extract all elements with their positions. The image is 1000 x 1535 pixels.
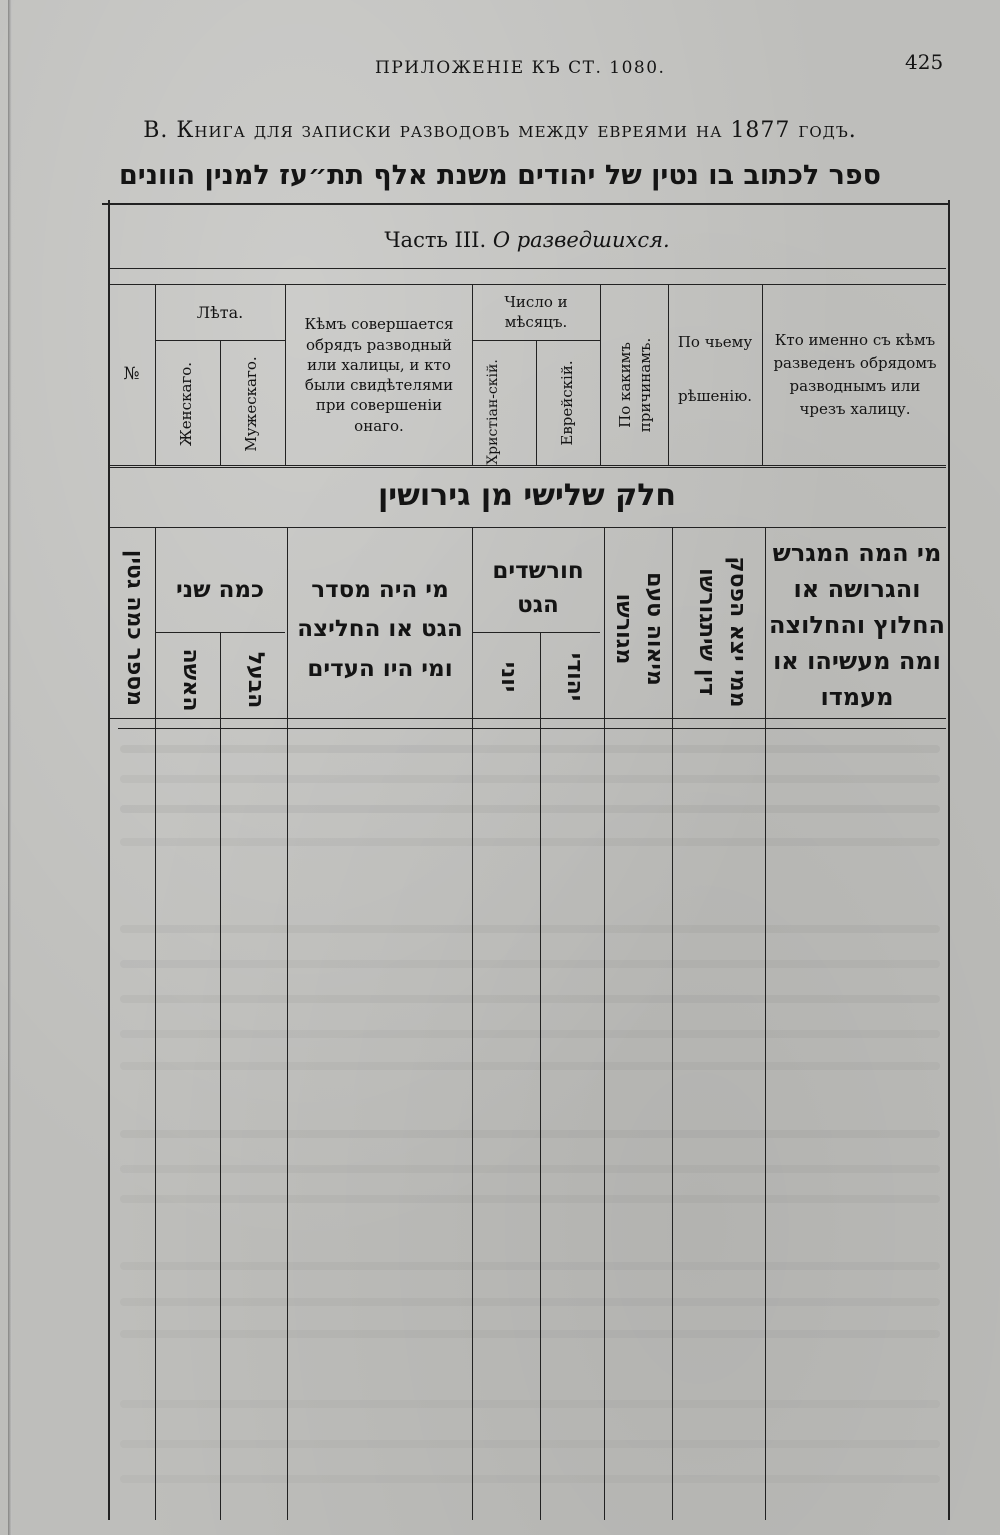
vrule [285, 284, 286, 465]
rule-under-part-title [108, 268, 946, 269]
part-title [108, 228, 946, 252]
table-top-rule [102, 203, 950, 205]
vrule [536, 340, 537, 465]
col-date-ru: Число и мѣсяцъ. [504, 292, 568, 331]
col-decision-he: ממי יצא הפסק דין שיתגורשו [694, 556, 750, 708]
col-date-he: חורשדים הגט [492, 557, 584, 618]
title-russian: В. Книга для записки разводовъ между евреями на 1877 годъ. [143, 118, 857, 143]
title-hebrew: ספר לכתוב בו נטין של יהודים משנת אלף תת״עז למנין הוונים [118, 160, 882, 191]
part-title-prefix: Часть III. [384, 228, 487, 252]
running-head: ПРИЛОЖЕНІЕ КЪ СТ. 1080. [375, 58, 666, 78]
book-spine-edge [8, 0, 12, 1535]
rule-he-band-bottom [108, 527, 946, 528]
vrule-body [765, 527, 766, 1520]
col-officiant-ru: Кѣмъ совершается обрядъ разводный или халицы, и кто были свидѣтелями при совершеніи онаго. [304, 315, 454, 435]
vrule [220, 340, 221, 465]
col-christian-ru: Христіан-скій. [485, 359, 501, 465]
col-who-he: מי המה המגרש והגרושה או החלוץ והחלוצה ומה מעשיהו או מעמדו [768, 539, 946, 711]
vrule-body [220, 632, 221, 1520]
vrule-body [155, 527, 156, 1520]
col-number-he: מספר כמה גטין [122, 549, 147, 707]
vrule-body [472, 527, 473, 1520]
col-number-ru: № [123, 364, 140, 385]
rule-header-top [108, 284, 946, 285]
col-wife-he: האשה [178, 648, 203, 712]
col-decision-ru-2: рѣшенію. [677, 386, 753, 405]
col-male-ru: Мужескаго. [242, 356, 260, 452]
vrule-body [672, 527, 673, 1520]
rule-he-header-bottom [108, 718, 946, 719]
col-husband-he: הבעל [243, 651, 268, 709]
vrule [668, 284, 669, 465]
hebrew-part-title: חלק שלישי מן גירושין [378, 478, 676, 513]
vrule-body [540, 632, 541, 1520]
vrule [600, 284, 601, 465]
col-who-ru: Кто именно съ кѣмъ разведенъ обрядомъ разводнымъ или чрезъ халицу. [773, 330, 937, 419]
vrule [472, 284, 473, 465]
page-number: 425 [905, 50, 944, 74]
vrule-body [604, 527, 605, 1520]
col-years-ru: Лѣта. [196, 303, 244, 323]
rule-header-bottom [108, 465, 946, 468]
col-years-he: כמה שני [175, 576, 265, 603]
col-reasons-ru: По какимъ причинамъ. [616, 337, 654, 433]
col-gentile-he: יוני [496, 661, 521, 693]
col-reasons-he: מיאוה טעם מגורשו [611, 572, 667, 686]
col-jewish-ru: Еврейскій. [558, 360, 576, 446]
part-title-italic: О разведшихся. [492, 228, 670, 252]
vrule [762, 284, 763, 465]
vrule-body [287, 527, 288, 1520]
col-female-ru: Женскаго. [177, 361, 195, 447]
col-jewish-he: יהודי [562, 652, 587, 702]
col-decision-ru-1: По чьему [677, 332, 753, 351]
col-officiant-he: מי היה מסדר הגט או החליצה ומי היו העדים [297, 577, 463, 682]
